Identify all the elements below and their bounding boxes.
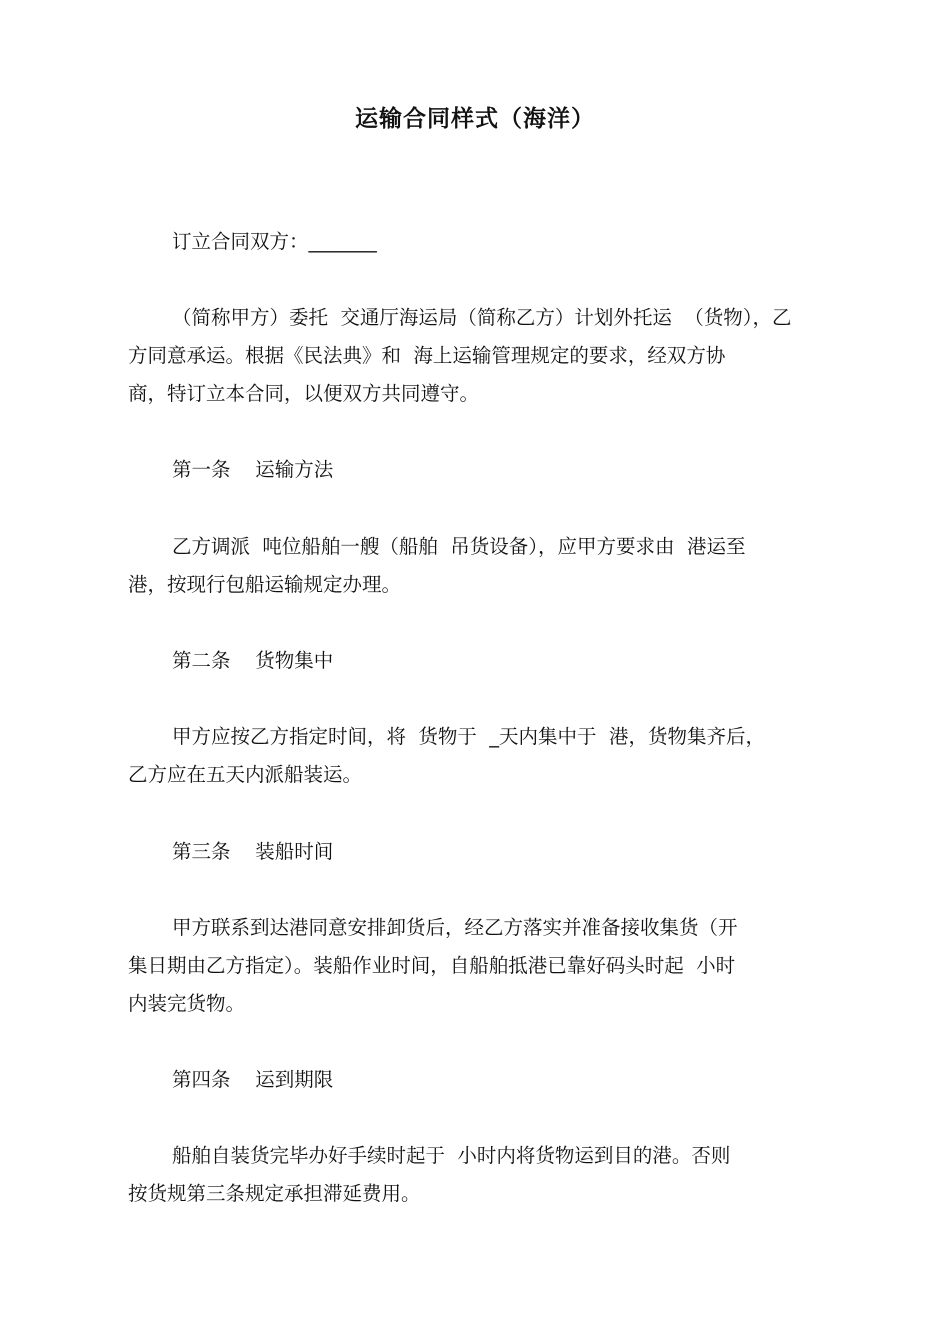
parties-line: 订立合同双方：_______ xyxy=(172,230,377,253)
article-4-line-1: 船舶自装货完毕办好手续时起于 小时内将货物运到目的港。否则 xyxy=(172,1144,731,1167)
article-1-line-2: 港，按现行包船运输规定办理。 xyxy=(128,573,402,596)
article-3-line-2: 集日期由乙方指定）。装船作业时间，自船舶抵港已靠好码头时起 小时 xyxy=(128,954,736,977)
article-1-heading: 第一条 运输方法 xyxy=(172,458,334,481)
article-3-line-1: 甲方联系到达港同意安排卸货后，经乙方落实并准备接收集货（开 xyxy=(172,916,738,939)
article-1-line-1: 乙方调派 吨位船舶一艘（船舶 吊货设备），应甲方要求由 港运至 xyxy=(172,535,746,558)
article-4-heading: 第四条 运到期限 xyxy=(172,1068,334,1091)
article-2-line-2: 乙方应在五天内派船装运。 xyxy=(128,763,363,786)
article-3-heading: 第三条 装船时间 xyxy=(172,840,334,863)
article-3-line-3: 内装完货物。 xyxy=(128,992,246,1015)
article-2-line-1: 甲方应按乙方指定时间，将 货物于 _天内集中于 港，货物集齐后， xyxy=(172,725,765,748)
article-4-line-2: 按货规第三条规定承担滞延费用。 xyxy=(128,1182,421,1205)
article-2-heading: 第二条 货物集中 xyxy=(172,649,334,672)
document-title: 运输合同样式（海洋） xyxy=(355,106,595,132)
intro-line-2: 方同意承运。根据《民法典》和 海上运输管理规定的要求，经双方协 xyxy=(128,344,726,367)
intro-line-1: （简称甲方）委托 交通厅海运局（简称乙方）计划外托运 （货物），乙 xyxy=(172,306,792,329)
intro-line-3: 商，特订立本合同，以便双方共同遵守。 xyxy=(128,382,480,405)
